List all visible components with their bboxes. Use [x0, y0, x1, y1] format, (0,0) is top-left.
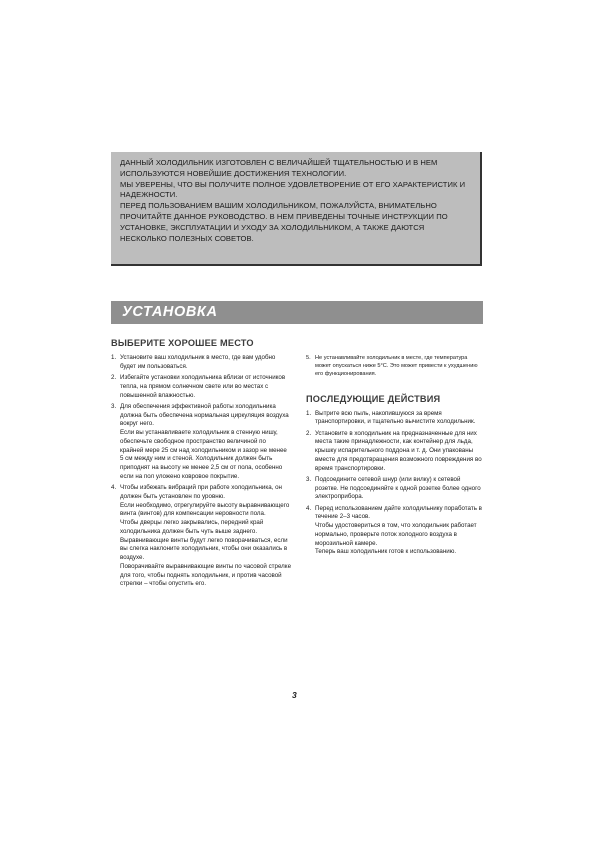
section-title: УСТАНОВКА [122, 304, 218, 320]
list-item-paragraph: Для обеспечения эффективной работы холодильника должна быть обеспечена нормальная циркуляция воздуха вокруг него. [120, 402, 289, 428]
list-item-text [120, 403, 291, 482]
list-item-text [120, 484, 291, 589]
list-item-paragraph: Чтобы дверцы легко закрывались, передний край холодильника должен быть чуть выше заднего. Выравнивающие винты будут легко поворачиваться, если вы слегка наклоните холодильник, чтобы они оказались в воздухе. [120, 519, 288, 561]
list-item-paragraph: Если необходимо, отрегулируйте высоту выравнивающего винта (винтов) для компенсации неровности пола. [120, 501, 290, 518]
list-item-text [120, 354, 291, 372]
list-item-paragraph: Чтобы удостовериться в том, что холодильник работает нормально, проверьте поток холодного воздуха в морозильной камере. [315, 522, 477, 547]
list-item-text [120, 374, 291, 400]
list-item-number: 2. [306, 429, 312, 437]
list-item-text [315, 505, 483, 558]
list-item [111, 354, 291, 372]
list-item-paragraph: Не устанавливайте холодильник в месте, где температура может опускаться ниже 5°C. Это может привести к ухудшению его функционирования. [315, 355, 478, 378]
intro-notice-box [111, 152, 482, 266]
list-item-text [315, 410, 483, 428]
intro-paragraph: МЫ УВЕРЕНЫ, ЧТО ВЫ ПОЛУЧИТЕ ПОЛНОЕ УДОВЛЕТВОРЕНИЕ ОТ ЕГО ХАРАКТЕРИСТИК И НАДЕЖНОСТИ. [120, 179, 466, 200]
heading-next-steps: ПОСЛЕДУЮЩИЕ ДЕЙСТВИЯ [306, 393, 441, 404]
list-item-number: 1. [306, 409, 312, 417]
list-item [306, 505, 483, 558]
list-item-number: 4. [111, 484, 117, 491]
list-item-paragraph: Чтобы избежать вибраций при работе холодильника, он должен быть установлен по уровню. [120, 484, 282, 500]
heading-choose-place: ВЫБЕРИТЕ ХОРОШЕЕ МЕСТО [111, 338, 254, 348]
list-item [306, 430, 483, 474]
list-item-text [315, 354, 483, 379]
list-item-paragraph: Подсоедините сетевой шнур (или вилку) к сетевой розетке. Не подсоединяйте к одной розетке более одного электроприбора. [315, 475, 481, 501]
list-item [306, 354, 483, 379]
page-number: 3 [292, 690, 297, 700]
intro-paragraph: ПЕРЕД ПОЛЬЗОВАНИЕМ ВАШИМ ХОЛОДИЛЬНИКОМ, ПОЖАЛУЙСТА, ВНИМАТЕЛЬНО ПРОЧИТАЙТЕ ДАННОЕ РУКОВОДСТВО. В НЕМ ПРИВЕДЕНЫ ТОЧНЫЕ ИНСТРУКЦИИ ПО УСТАНОВКЕ, ЭКСПЛУАТАЦИИ И УХОДУ ЗА ХОЛОДИЛЬНИКОМ, А ТАКЖЕ ДАЮТСЯ НЕСКОЛЬКО ПОЛЕЗНЫХ СОВЕТОВ. [120, 201, 448, 243]
list-item [111, 403, 291, 482]
list-item [111, 374, 291, 400]
list-item-paragraph: Перед использованием дайте холодильнику поработать в течение 2–3 часов. [315, 504, 482, 521]
list-item [306, 476, 483, 502]
list-item-paragraph: Теперь ваш холодильник готов к использованию. [315, 548, 457, 556]
list-item-paragraph: Избегайте установки холодильника вблизи от источников тепла, на прямом солнечном свете или во местах с повышенной влажностью. [120, 374, 286, 399]
list-item [306, 410, 483, 428]
list-item-number: 3. [111, 402, 117, 410]
list-item-paragraph: Поворачивайте выравнивающие винты по часовой стрелке для того, чтобы поднять холодильник, и против часовой стрелки – чтобы опустить его. [120, 562, 292, 588]
list-item-number: 4. [306, 504, 312, 512]
intro-paragraph: ДАННЫЙ ХОЛОДИЛЬНИК ИЗГОТОВЛЕН С ВЕЛИЧАЙШЕЙ ТЩАТЕЛЬНОСТЬЮ И В НЕМ ИСПОЛЬЗУЮТСЯ НОВЕЙШИЕ ДОСТИЖЕНИЯ ТЕХНОЛОГИИ. [120, 158, 438, 178]
list-item-text [315, 476, 483, 502]
list-item-paragraph: Вытрите всю пыль, накопившуюся за время транспортировки, и тщательно вычистите холодильник. [315, 409, 476, 426]
list-item-number: 3. [306, 475, 312, 483]
list-item-paragraph: Установите в холодильник на предназначенные для них места такие принадлежности, как контейнер для льда, крышку испарительного поддона и т. д. Они упакованы вместе для предотвращения возможного повреждения во время транспортировки. [315, 429, 482, 472]
place-instructions-list [111, 354, 291, 589]
column-right [306, 354, 483, 560]
list-item-paragraph: Установите ваш холодильник в место, где вам удобно будет им пользоваться. [120, 354, 276, 370]
list-item [111, 484, 291, 589]
next-steps-list [306, 410, 483, 558]
list-item-number: 2. [111, 374, 117, 381]
list-item-number: 5. [306, 355, 311, 361]
section-title-bar [111, 301, 483, 324]
list-item-number: 1. [111, 354, 117, 361]
list-item-text [315, 430, 483, 474]
column-left [111, 338, 291, 592]
list-item-paragraph: Если вы устанавливаете холодильник в стенную нишу, обеспечьте свободное пространство величиной по крайней мере 25 см над холодильником и зазор не менее 5 см между ним и стеной. Холодильник должен быть приподнят на высоту не менее 2,5 см от пола, особенно если на пол уложено ковровое покрытие. [120, 429, 287, 480]
place-instructions-list-continued [306, 354, 483, 379]
